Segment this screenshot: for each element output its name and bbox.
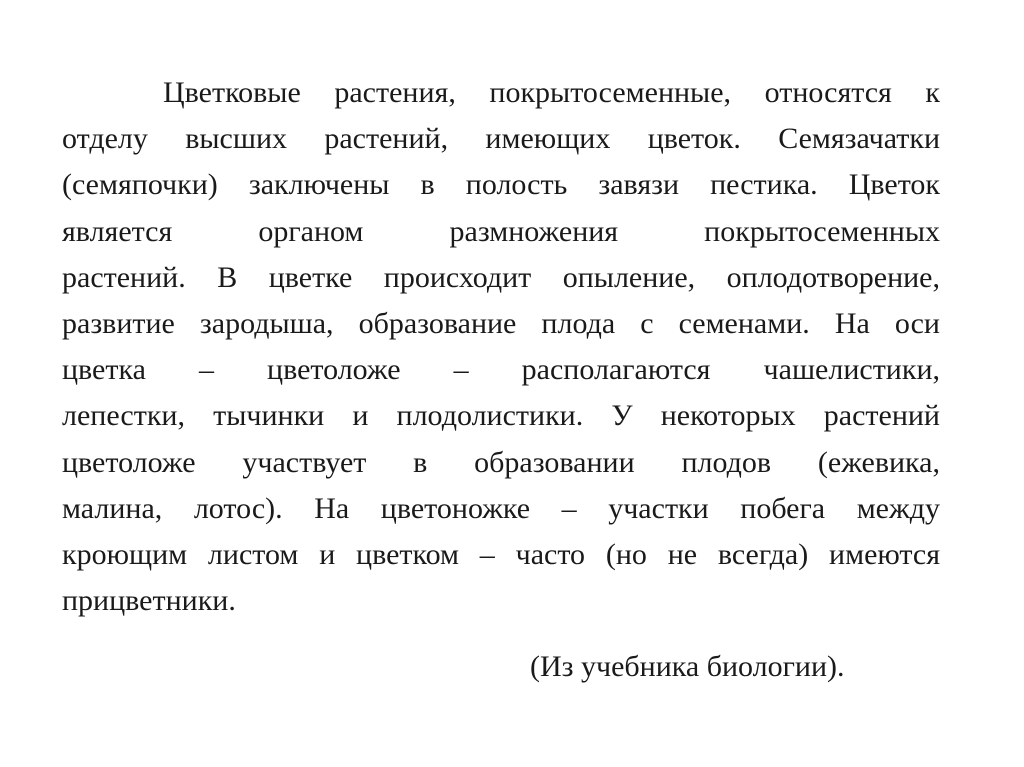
paragraph-line: растений. В цветке происходит опыление, оплодотворение, (62, 260, 940, 294)
paragraph-line: Цветковые растения, покрытосеменные, относятся к (163, 76, 940, 109)
paragraph-line: является органом размножения покрытосеменных (62, 214, 940, 248)
paragraph-line: прицветники. (62, 584, 236, 618)
paragraph-line: развитие зародыша, образование плода с семенами. На оси (62, 306, 940, 340)
source-citation: (Из учебника биологии). (530, 650, 845, 683)
paragraph-line: (семяпочки) заключены в полость завязи пестика. Цветок (62, 168, 940, 202)
paragraph-line: малина, лотос). На цветоножке – участки побега между (62, 491, 940, 525)
paragraph-line: кроющим листом и цветком – часто (но не всегда) имеются (62, 537, 940, 571)
main-paragraph (62, 70, 940, 624)
paragraph-line: цветоложе участвует в образовании плодов (ежевика, (62, 445, 940, 479)
paragraph-line: цветка – цветоложе – располагаются чашелистики, (62, 353, 940, 387)
paragraph-line: отделу высших растений, имеющих цветок. Семязачатки (62, 122, 940, 156)
paragraph-line: лепестки, тычинки и плодолистики. У некоторых растений (62, 399, 940, 433)
